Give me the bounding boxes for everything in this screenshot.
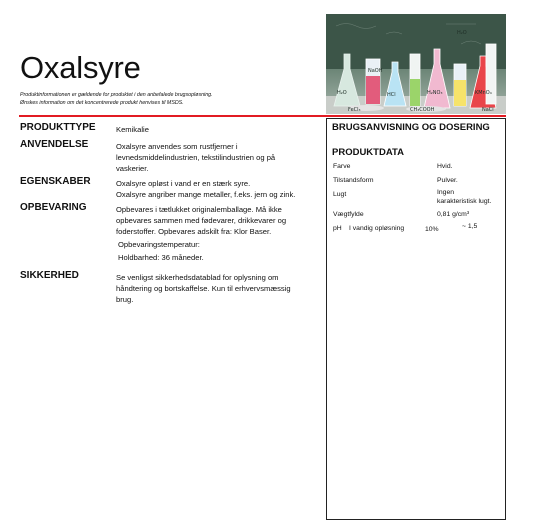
anvendelse-text xyxy=(116,141,316,174)
storage-temperature: Opbevaringstemperatur: xyxy=(118,240,200,249)
farve-label: Farve xyxy=(333,163,351,170)
text-line: vaskerier. xyxy=(116,164,149,173)
text-line: Oxalsyre opløst i vand er en stærk syre. xyxy=(116,179,251,188)
text-line: brug. xyxy=(116,295,134,304)
text-line: foderstoffer. Opbevares adskilt fra: Klor Baser. xyxy=(116,227,272,236)
text-line: opbevares sammen med fødevarer, drikkevarer og xyxy=(116,216,287,225)
shelf-life: Holdbarhed: 36 måneder. xyxy=(118,253,204,262)
flask-label: FeCl₃ xyxy=(348,107,361,113)
farve-value: Hvid. xyxy=(437,163,453,170)
lab-glassware-photo xyxy=(326,14,506,114)
flask-label: H₂O xyxy=(337,90,347,96)
header-divider xyxy=(19,115,506,117)
section-label-produkttype: PRODUKTTYPE xyxy=(20,122,96,133)
flask-label: H₂NO₃ xyxy=(427,90,443,96)
text-line: Opbevares i tætlukket originalemballage. Må ikke xyxy=(116,205,282,214)
flask-label: KMnO₄ xyxy=(475,90,492,96)
section-label-anvendelse: ANVENDELSE xyxy=(20,139,89,150)
product-title: Oxalsyre xyxy=(20,50,141,85)
lugt-value-line1: Ingen xyxy=(437,189,455,196)
usage-and-product-data-panel xyxy=(326,118,506,520)
flask-label: NaOH xyxy=(368,68,383,74)
section-label-sikkerhed: SIKKERHED xyxy=(20,270,79,281)
product-note xyxy=(20,91,320,107)
sikkerhed-text xyxy=(116,272,316,305)
opbevaring-text xyxy=(116,204,316,263)
tilstandsform-value: Pulver. xyxy=(437,177,458,184)
tilstandsform-label: Tilstandsform xyxy=(333,177,374,184)
text-line: Oxalsyre anvendes som rustfjerner i xyxy=(116,142,238,151)
vaegtfylde-value: 0,81 g/cm³ xyxy=(437,211,470,218)
ph-value: ~ 1,5 xyxy=(462,223,478,230)
lugt-value-line2: karakteristisk lugt. xyxy=(437,198,492,205)
produkttype-value: Kemikalie xyxy=(116,125,149,134)
ph-concentration: 10% xyxy=(425,226,439,233)
text-line: Se venligst sikkerhedsdatablad for oplysning om xyxy=(116,273,279,282)
lugt-label: Lugt xyxy=(333,191,347,198)
flask-label: H₂O xyxy=(457,30,467,36)
section-label-egenskaber: EGENSKABER xyxy=(20,176,91,187)
text-line: Oxalsyre angriber mange metaller, f.eks. jern og zink. xyxy=(116,190,296,199)
text-line: håndtering og bortskaffelse. Kun til erhvervsmæssig xyxy=(116,284,291,293)
ph-label: pH xyxy=(333,225,342,232)
product-data-heading: PRODUKTDATA xyxy=(332,147,404,158)
flask-label: HCl xyxy=(387,92,396,98)
vaegtfylde-label: Vægtfylde xyxy=(333,211,364,218)
note-line: Ønskes information om det koncentrerede produkt henvises til MSDS. xyxy=(20,100,184,106)
flask-label: NaCl xyxy=(482,107,494,113)
egenskaber-text xyxy=(116,178,326,200)
usage-heading: BRUGSANVISNING OG DOSERING xyxy=(332,122,490,133)
text-line: levnedsmiddelindustrien, tekstilindustrien og på xyxy=(116,153,276,162)
note-line: Produktinformationen er gældende for produktet i den anbefalede brugsopløsning. xyxy=(20,92,213,98)
section-label-opbevaring: OPBEVARING xyxy=(20,202,87,213)
flask-label: CH₃COOH xyxy=(410,107,435,113)
ph-solution-label: I vandig opløsning xyxy=(349,225,405,232)
lab-glassware-illustration xyxy=(326,14,506,114)
